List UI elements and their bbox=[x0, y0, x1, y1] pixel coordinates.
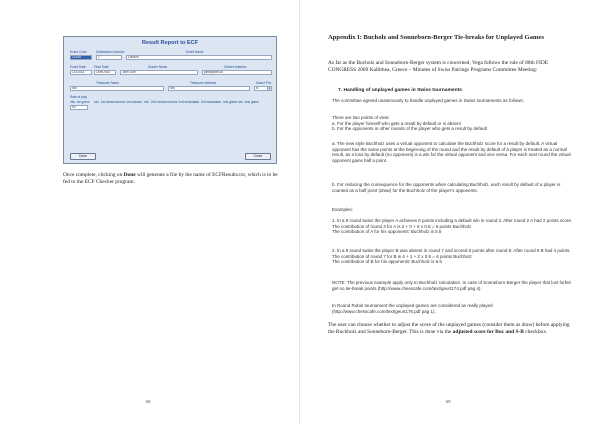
submission-number-label: Submission Number bbox=[96, 50, 125, 54]
closing-text-end: checkbox. bbox=[523, 328, 548, 335]
view-a: a. For the player himself who gets a result by default or is absent bbox=[332, 120, 461, 126]
views-block bbox=[332, 115, 575, 132]
appendix-title: Appendix I: Bucholz and Sonneborn-Berger Tie-breaks for Unplayed Games bbox=[328, 34, 544, 41]
event-name-label: Event Name bbox=[186, 50, 204, 54]
examples-label: Examples: bbox=[332, 207, 354, 212]
done-button[interactable]: Done bbox=[70, 153, 96, 160]
chevron-down-icon[interactable]: ▾ bbox=[268, 87, 271, 90]
sec-rest-label: sec. rest game bbox=[238, 100, 259, 104]
event-date-field[interactable]: 1/2/2014 bbox=[70, 70, 92, 75]
round-robin-paragraph: In Round Robin tournament the unplayed games are considered as really played (http://www.chesscafe.com/text/geurt176.pdf pag 1). bbox=[332, 303, 493, 314]
event-code-label: Event Code bbox=[70, 50, 87, 54]
event-name-field[interactable]: London bbox=[126, 55, 272, 60]
grader-address-label: Grader Address bbox=[224, 65, 247, 69]
paragraph-a: a. The new style Buchholz uses a virtual opponent to calculate the Buchholz score for a result by default. A virtual opponent has the same points at the beginning of the round and the result by default of a player is treated as a normal result, as a loss by default (no opponent) is a win for the virtual opponent and vice versa. For each next round the virtual opponent gains half a point. bbox=[332, 141, 571, 163]
treasurer-address-label: Treasurer Address bbox=[190, 81, 217, 85]
submission-number-field[interactable]: 1 bbox=[96, 55, 122, 60]
caption-text: Once complete, clicking on bbox=[63, 172, 124, 178]
min-per-game-field[interactable]: 90 bbox=[70, 105, 88, 110]
grader-name-field[interactable]: John Doe bbox=[120, 70, 198, 75]
committee-paragraph: The committee agreed unanimously to handle unplayed games in Swiss tournaments as follows: bbox=[332, 98, 524, 103]
example-1-line-1: 1. In a 9 round swiss the player A achieves 6 points including a default win in round 3. After round 2 A had 2 points score. bbox=[332, 218, 573, 223]
grader-address-field[interactable]: john@doe.uk bbox=[202, 70, 272, 75]
sec-1st-label: sec. 1st session bbox=[94, 100, 117, 104]
caption-text-end: will generate a file by the name of ECFResults.txt, which is to be fed to the ECF Checker program. bbox=[63, 172, 278, 185]
min-3rd-label: min. 3rd session bbox=[194, 100, 218, 104]
treasurer-name-label: Treasurer Name bbox=[96, 81, 120, 85]
example-1 bbox=[332, 218, 575, 235]
final-date-field[interactable]: 1/09/2014 bbox=[94, 70, 116, 75]
closing-paragraph bbox=[328, 322, 574, 335]
event-date-label: Event Date bbox=[70, 65, 86, 69]
treasurer-name-field[interactable]: xxx bbox=[70, 86, 164, 91]
close-button[interactable]: Close bbox=[245, 153, 271, 160]
min-per-game-label: min. for game bbox=[70, 100, 90, 104]
min-2nd-label: min. 2nd session bbox=[144, 100, 168, 104]
page-number-left: 68 bbox=[146, 399, 151, 404]
treasurer-address-field[interactable]: xxx bbox=[168, 86, 250, 91]
dialog-title: Result Report to ECF bbox=[141, 40, 199, 46]
event-code-field[interactable]: 12345 bbox=[70, 55, 92, 60]
rate-of-play-label: Rate of play bbox=[70, 95, 88, 99]
example-2 bbox=[332, 248, 575, 265]
grand-prix-label: Grand Prix bbox=[256, 81, 272, 85]
final-date-label: Final Date bbox=[94, 65, 109, 69]
example-1-line-2: The contribution of round 3 for A is 2 + 0 + 6 x 0.5 = 5 points Buchholz bbox=[332, 223, 472, 229]
example-2-line-2: The contribution of round 7 for B is 4 + 1 + 2 x 0.5 = 6 points Buchholz bbox=[332, 253, 472, 259]
min-rest-label: min. rest game bbox=[216, 100, 238, 104]
closing-text: The user can choose whether to adjust the score of the unplayed games (consider them as draw) before applying the Buchholz and Sonneborn-Berger. This is done via the bbox=[328, 322, 570, 335]
view-intro: There are two points of view: bbox=[332, 115, 390, 120]
grader-name-label: Grader Name bbox=[148, 65, 168, 69]
section-heading: 7. Handling of unplayed games in Swiss tournaments bbox=[338, 88, 462, 93]
example-1-line-3: The contribution of A for his opponents’ Buchholz is 5.5 bbox=[332, 229, 442, 235]
moves-2nd-label: moves 2nd session bbox=[168, 100, 196, 104]
caption-bold-done: Done bbox=[123, 172, 136, 178]
note-paragraph: NOTE: The previous example apply only to Buchholz calculation. In case of Sonneborn-Berger the player that lost forfeit get no tie-break points (http://www.chesscafe.com/text/geurt174.pdf pag 4). bbox=[332, 280, 571, 291]
example-2-line-3: The contribution of B for his opponents’ Buchholz is 6.5 bbox=[332, 259, 442, 265]
example-2-line-1: 2. In a 9 round swiss the player B was absent in round 7 and scored 6 points after round 9. After round 6 B had 4 points. bbox=[332, 248, 571, 253]
intro-paragraph: As far as the Bucholz and Sonneborn-Berger system is concerned, Vega follows the rule of 80th FIDE CONGRESS 2009 Kallithea, Greece – Minutes of Swiss Pairings Programs Committee Meeting: bbox=[328, 60, 549, 73]
moves-1st-label: moves 1st session bbox=[116, 100, 143, 104]
view-b: b. For the opponents in other rounds of the player who gets a result by default bbox=[332, 126, 487, 132]
paragraph-b: b. For reducing the consequence for the opponents when calculating Buchholz, each result by default of a player is counted as a half point (draw) for the Buchholz of the player’s opponents. bbox=[332, 182, 561, 193]
closing-bold-checkbox-name: adjusted score for Buc and S-B bbox=[452, 328, 524, 335]
grand-prix-value: N bbox=[256, 86, 259, 90]
page-number-right: 69 bbox=[446, 399, 451, 404]
